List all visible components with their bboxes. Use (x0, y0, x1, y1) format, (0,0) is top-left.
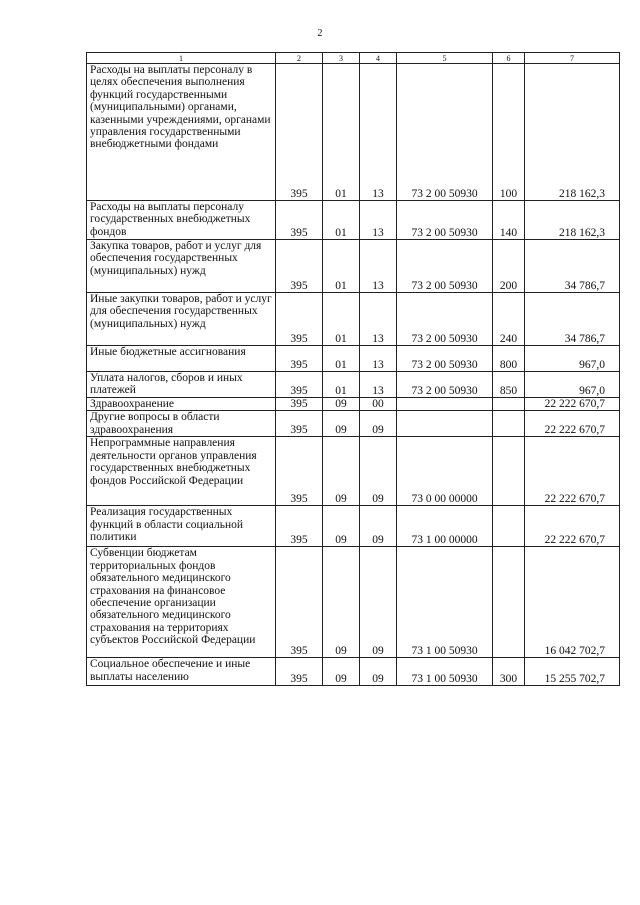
expense-name: Иные бюджетные ассигнования (87, 346, 276, 372)
section-code: 09 (323, 411, 360, 437)
section-code: 01 (323, 64, 360, 201)
subsection-code: 13 (360, 372, 397, 398)
ministry-code: 395 (276, 547, 323, 658)
expense-name: Иные закупки товаров, работ и услуг для обеспечения государственных (муниципальных) нужд (87, 293, 276, 346)
amount: 967,0 (525, 346, 620, 372)
section-code: 01 (323, 346, 360, 372)
ministry-code: 395 (276, 398, 323, 411)
header-row (87, 53, 620, 64)
column-header: 6 (493, 53, 525, 64)
amount: 967,0 (525, 372, 620, 398)
expense-name: Расходы на выплаты персоналу в целях обеспечения выполнения функций государственными (муниципальными) органами, казенными учреждениями, органами управления государственными внебюджетными фондами (87, 64, 276, 201)
ministry-code: 395 (276, 411, 323, 437)
column-header: 1 (87, 53, 276, 64)
table-row (87, 201, 620, 240)
expense-type-code: 140 (493, 201, 525, 240)
expense-type-code (493, 411, 525, 437)
amount: 22 222 670,7 (525, 506, 620, 547)
section-code: 01 (323, 293, 360, 346)
ministry-code: 395 (276, 346, 323, 372)
expense-name: Реализация государственных функций в области социальной политики (87, 506, 276, 547)
subsection-code: 09 (360, 547, 397, 658)
subsection-code: 09 (360, 506, 397, 547)
subsection-code: 09 (360, 437, 397, 506)
expense-type-code: 800 (493, 346, 525, 372)
target-article-code: 73 2 00 50930 (397, 64, 493, 201)
table-row (87, 293, 620, 346)
section-code: 09 (323, 506, 360, 547)
target-article-code (397, 398, 493, 411)
ministry-code: 395 (276, 201, 323, 240)
page-number: 2 (317, 28, 323, 39)
target-article-code: 73 2 00 50930 (397, 293, 493, 346)
expense-name: Расходы на выплаты персоналу государственных внебюджетных фондов (87, 201, 276, 240)
amount: 34 786,7 (525, 293, 620, 346)
ministry-code: 395 (276, 240, 323, 293)
column-header: 7 (525, 53, 620, 64)
target-article-code (397, 411, 493, 437)
section-code: 01 (323, 372, 360, 398)
target-article-code: 73 2 00 50930 (397, 372, 493, 398)
subsection-code: 13 (360, 201, 397, 240)
amount: 22 222 670,7 (525, 411, 620, 437)
target-article-code: 73 2 00 50930 (397, 201, 493, 240)
expense-name: Здравоохранение (87, 398, 276, 411)
expense-type-code (493, 398, 525, 411)
subsection-code: 13 (360, 293, 397, 346)
target-article-code: 73 1 00 00000 (397, 506, 493, 547)
ministry-code: 395 (276, 64, 323, 201)
expense-name: Уплата налогов, сборов и иных платежей (87, 372, 276, 398)
budget-table (86, 52, 620, 686)
expense-type-code (493, 506, 525, 547)
table-row (87, 398, 620, 411)
table-row (87, 437, 620, 506)
expense-name: Закупка товаров, работ и услуг для обеспечения государственных (муниципальных) нужд (87, 240, 276, 293)
table-row (87, 240, 620, 293)
expense-type-code: 200 (493, 240, 525, 293)
column-header: 2 (276, 53, 323, 64)
section-code: 01 (323, 240, 360, 293)
subsection-code: 09 (360, 658, 397, 686)
section-code: 09 (323, 658, 360, 686)
target-article-code: 73 1 00 50930 (397, 658, 493, 686)
subsection-code: 13 (360, 346, 397, 372)
table-row (87, 64, 620, 201)
subsection-code: 00 (360, 398, 397, 411)
target-article-code: 73 1 00 50930 (397, 547, 493, 658)
expense-type-code: 100 (493, 64, 525, 201)
amount: 218 162,3 (525, 64, 620, 201)
target-article-code: 73 2 00 50930 (397, 346, 493, 372)
target-article-code: 73 0 00 00000 (397, 437, 493, 506)
expense-name: Другие вопросы в области здравоохранения (87, 411, 276, 437)
expense-type-code: 240 (493, 293, 525, 346)
table-row (87, 506, 620, 547)
amount: 15 255 702,7 (525, 658, 620, 686)
column-header: 4 (360, 53, 397, 64)
amount: 34 786,7 (525, 240, 620, 293)
table-row (87, 411, 620, 437)
section-code: 09 (323, 398, 360, 411)
subsection-code: 13 (360, 64, 397, 201)
expense-type-code (493, 437, 525, 506)
expense-name: Непрограммные направления деятельности органов управления государственных внебюджетных фондов Российской Федерации (87, 437, 276, 506)
section-code: 09 (323, 547, 360, 658)
column-header: 5 (397, 53, 493, 64)
ministry-code: 395 (276, 437, 323, 506)
ministry-code: 395 (276, 293, 323, 346)
section-code: 01 (323, 201, 360, 240)
amount: 218 162,3 (525, 201, 620, 240)
subsection-code: 09 (360, 411, 397, 437)
expense-name: Субвенции бюджетам территориальных фондов обязательного медицинского страхования на финансовое обеспечение организации обязательного медицинского страхования на территориях субъектов Российской Федерации (87, 547, 276, 658)
table-row (87, 372, 620, 398)
table-row (87, 658, 620, 686)
ministry-code: 395 (276, 658, 323, 686)
expense-name: Социальное обеспечение и иные выплаты населению (87, 658, 276, 686)
expense-type-code (493, 547, 525, 658)
table-row (87, 547, 620, 658)
subsection-code: 13 (360, 240, 397, 293)
expense-type-code: 300 (493, 658, 525, 686)
amount: 16 042 702,7 (525, 547, 620, 658)
table-row (87, 346, 620, 372)
amount: 22 222 670,7 (525, 437, 620, 506)
ministry-code: 395 (276, 372, 323, 398)
column-header: 3 (323, 53, 360, 64)
section-code: 09 (323, 437, 360, 506)
target-article-code: 73 2 00 50930 (397, 240, 493, 293)
expense-type-code: 850 (493, 372, 525, 398)
amount: 22 222 670,7 (525, 398, 620, 411)
ministry-code: 395 (276, 506, 323, 547)
